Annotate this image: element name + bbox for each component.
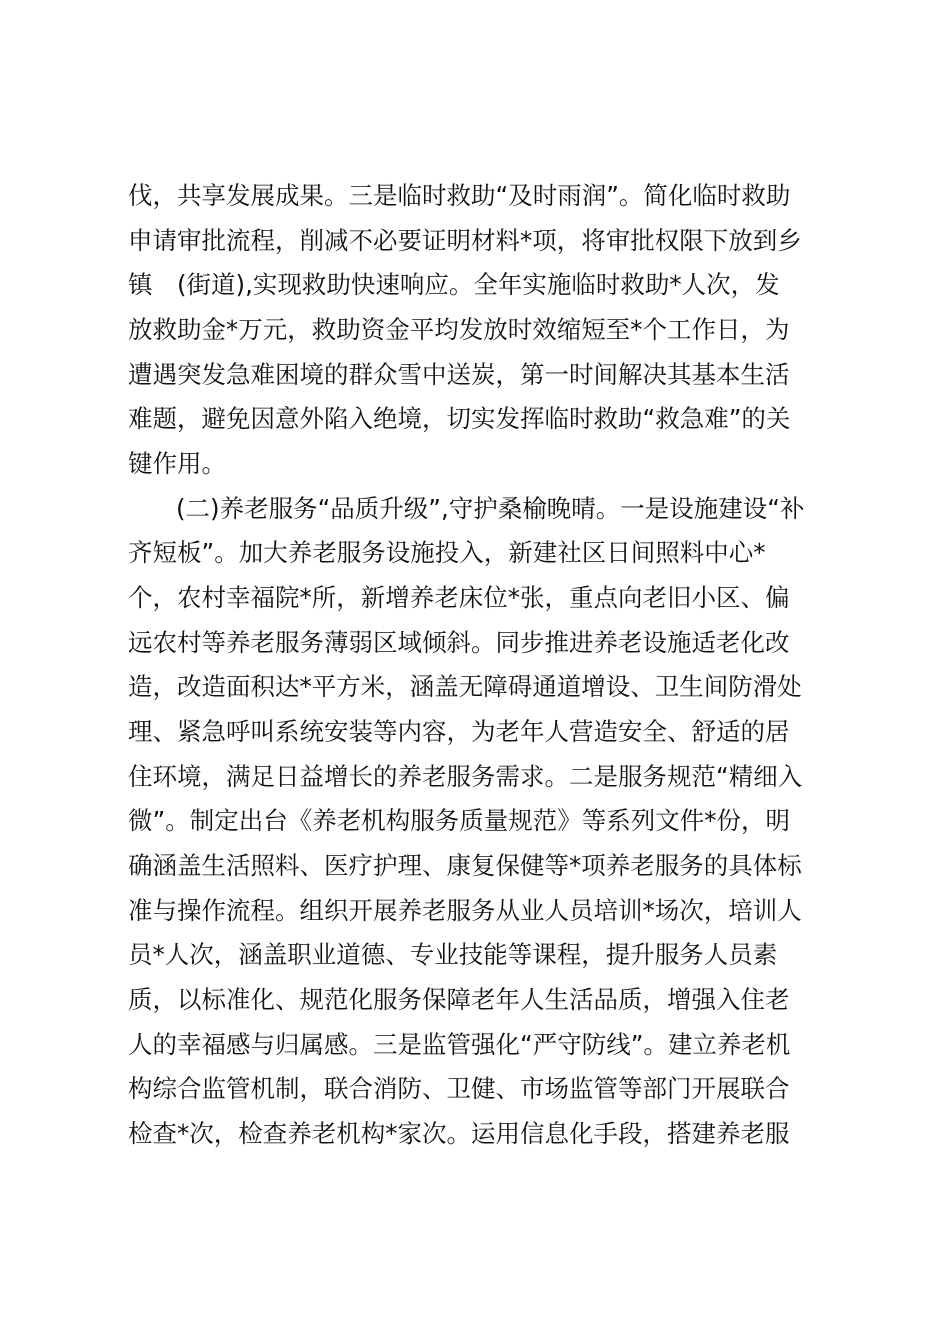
text-line: 个，农村幸福院*所，新增养老床位*张，重点向老旧小区、偏	[128, 583, 790, 612]
text-line: 齐短板”。加大养老服务设施投入，新建社区日间照料中心*	[128, 538, 766, 567]
text-line: 质，以标准化、规范化服务保障老年人生活品质，增强入住老	[128, 985, 790, 1014]
text-line: 造，改造面积达*平方米，涵盖无障碍通道增设、卫生间防滑处	[128, 672, 802, 701]
text-line: 确涵盖生活照料、医疗护理、康复保健等*项养老服务的具体标	[128, 851, 802, 880]
text-line: 人的幸福感与归属感。三是监管强化“严守防线”。建立养老机	[128, 1030, 791, 1059]
text-line: 准与操作流程。组织开展养老服务从业人员培训*场次，培训人	[128, 896, 802, 925]
text-line: 伐，共享发展成果。三是临时救助“及时雨润”。简化临时救助	[128, 181, 791, 210]
text-line: 微”。制定出台《养老机构服务质量规范》等系列文件*份，明	[128, 806, 790, 835]
text-line: 申请审批流程，削减不必要证明材料*项，将审批权限下放到乡	[128, 226, 802, 255]
text-line: 住环境，满足日益增长的养老服务需求。二是服务规范“精细入	[128, 762, 803, 791]
text-line: 理、紧急呼叫系统安装等内容，为老年人营造安全、舒适的居	[128, 717, 790, 746]
section-heading-line: (二)养老服务“品质升级”,守护桑榆晚晴。一是设施建设“补	[176, 494, 805, 523]
text-line: 检查*次，检查养老机构*家次。运用信息化手段，搭建养老服	[128, 1119, 790, 1148]
text-line: 镇 (街道),实现救助快速响应。全年实施临时救助*人次，发	[128, 270, 780, 299]
text-line: 放救助金*万元，救助资金平均发放时效缩短至*个工作日，为	[128, 315, 790, 344]
text-line: 遭遇突发急难困境的群众雪中送炭，第一时间解决其基本生活	[128, 360, 790, 389]
text-line: 键作用。	[128, 449, 226, 478]
text-line: 员*人次，涵盖职业道德、专业技能等课程，提升服务人员素	[128, 940, 778, 969]
text-line: 构综合监管机制，联合消防、卫健、市场监管等部门开展联合	[128, 1074, 790, 1103]
text-line: 难题，避免因意外陷入绝境，切实发挥临时救助“救急难”的关	[128, 404, 791, 433]
text-line: 远农村等养老服务薄弱区域倾斜。同步推进养老设施适老化改	[128, 628, 790, 657]
